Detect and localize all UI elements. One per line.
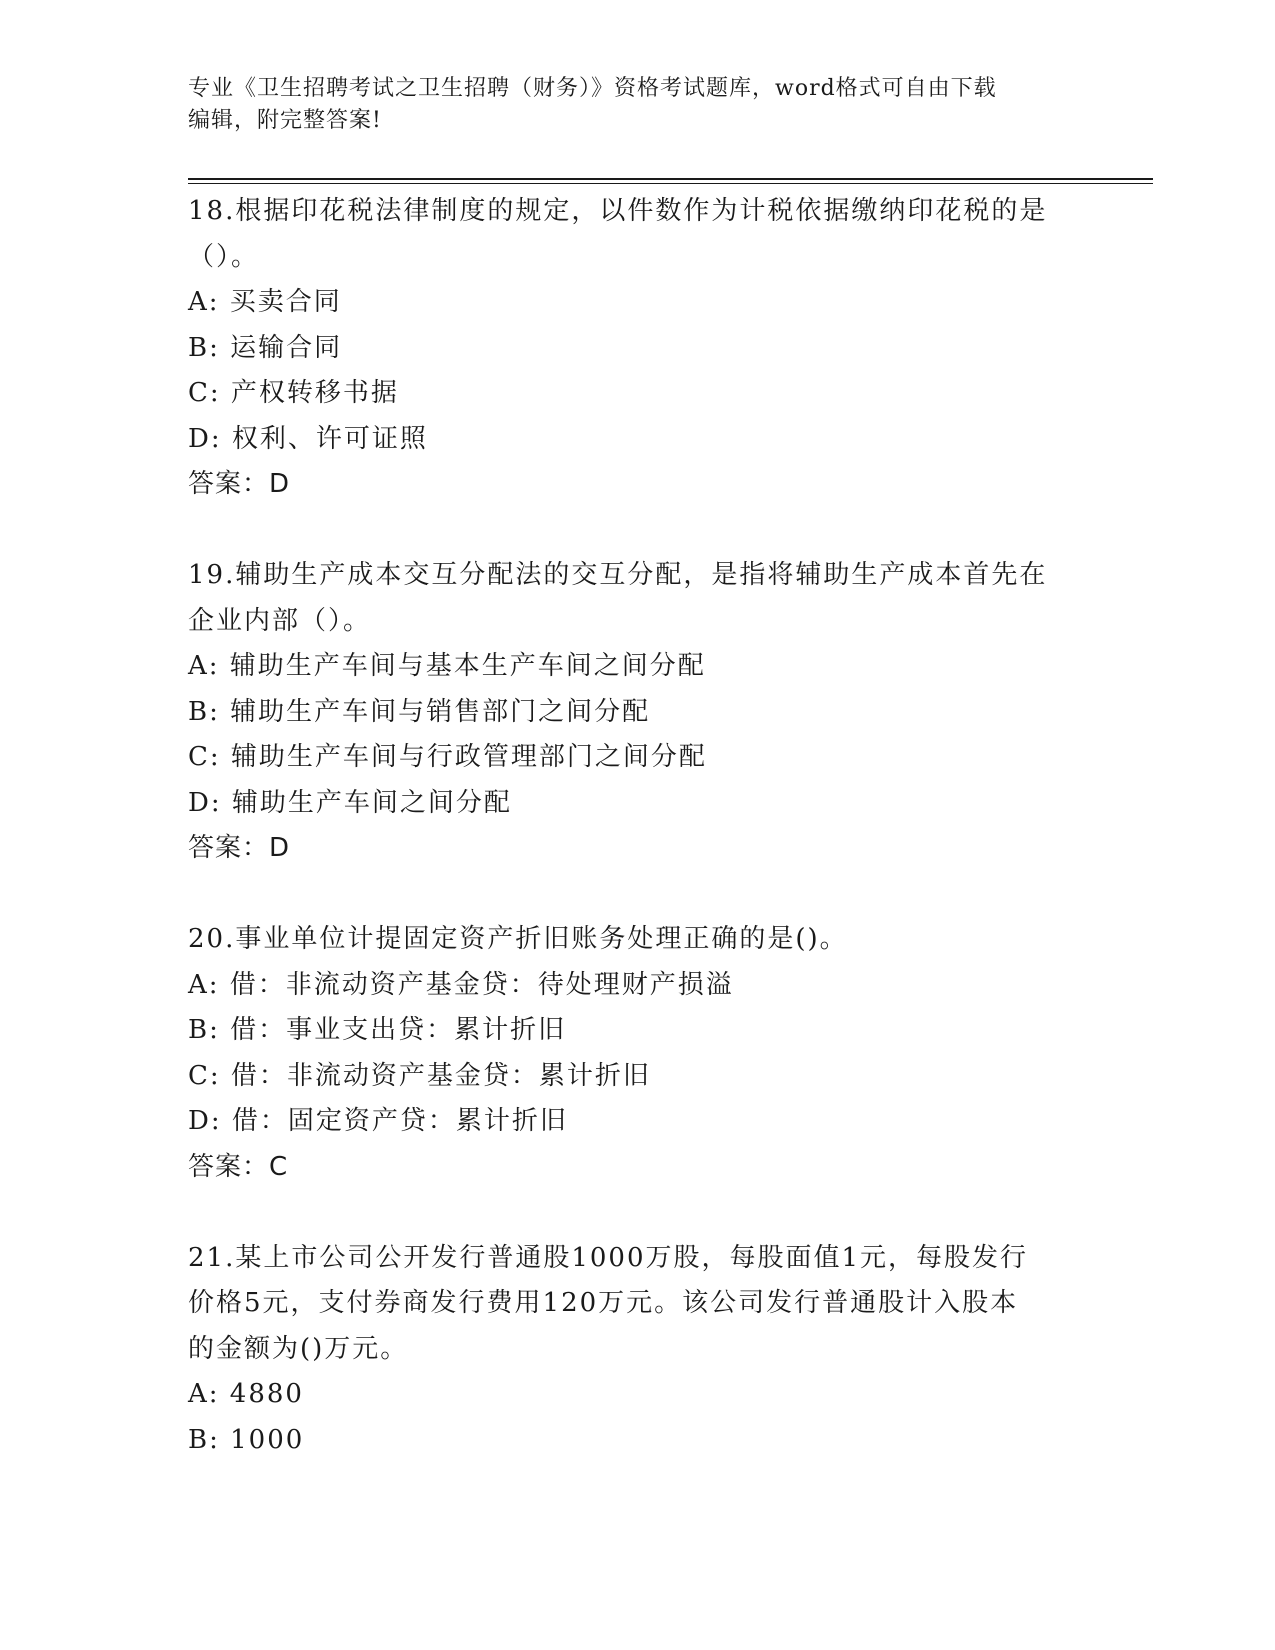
question-stem-line: （）。	[188, 241, 260, 272]
option-c: C: 辅助生产车间与行政管理部门之间分配	[188, 742, 707, 772]
question-stem-line: 价格5元，支付券商发行费用120万元。该公司发行普通股计入股本	[188, 1288, 1019, 1318]
option-c: C: 借：非流动资产基金贷：累计折旧	[188, 1060, 651, 1091]
option-b: B: 辅助生产车间与销售部门之间分配	[188, 696, 651, 727]
header-line-2: 编辑，附完整答案!	[188, 108, 382, 133]
option-a: A: 买卖合同	[188, 287, 342, 317]
question-19	[188, 553, 1073, 872]
option-c: C: 产权转移书据	[188, 378, 399, 408]
option-d: D: 辅助生产车间之间分配	[188, 787, 512, 818]
document-header	[188, 73, 1068, 137]
question-20	[188, 917, 1073, 1190]
question-stem-line: 的金额为()万元。	[188, 1333, 409, 1364]
option-a: A: 4880	[188, 1379, 304, 1409]
header-divider-thick	[188, 178, 1153, 180]
question-stem-line: 20.事业单位计提固定资产折旧账务处理正确的是()。	[188, 924, 848, 954]
question-stem-line: 19.辅助生产成本交互分配法的交互分配，是指将辅助生产成本首先在	[188, 560, 1048, 590]
option-b: B: 借：事业支出贷：累计折旧	[188, 1015, 567, 1045]
option-b: B: 1000	[188, 1424, 305, 1455]
question-stem-line: 18.根据印花税法律制度的规定，以件数作为计税依据缴纳印花税的是	[188, 196, 1048, 226]
answer-label: 答案：D	[188, 833, 291, 863]
header-line-1: 专业《卫生招聘考试之卫生招聘（财务）》资格考试题库，word格式可自由下载	[188, 76, 997, 101]
option-a: A: 借：非流动资产基金贷：待处理财产损溢	[188, 969, 734, 1000]
spacer	[188, 872, 1073, 918]
question-21	[188, 1236, 1073, 1464]
spacer	[188, 508, 1073, 554]
answer-label: 答案：D	[188, 469, 291, 499]
spacer	[188, 1190, 1073, 1236]
option-d: D: 借：固定资产贷：累计折旧	[188, 1106, 568, 1136]
answer-label: 答案：C	[188, 1151, 289, 1182]
question-stem-line: 企业内部（）。	[188, 605, 372, 636]
option-d: D: 权利、许可证照	[188, 423, 428, 454]
question-stem-line: 21.某上市公司公开发行普通股1000万股，每股面值1元，每股发行	[188, 1242, 1029, 1273]
header-divider-thin	[188, 183, 1153, 184]
option-b: B: 运输合同	[188, 332, 343, 363]
question-18	[188, 189, 1073, 508]
option-a: A: 辅助生产车间与基本生产车间之间分配	[188, 651, 706, 681]
question-list	[188, 189, 1073, 1463]
